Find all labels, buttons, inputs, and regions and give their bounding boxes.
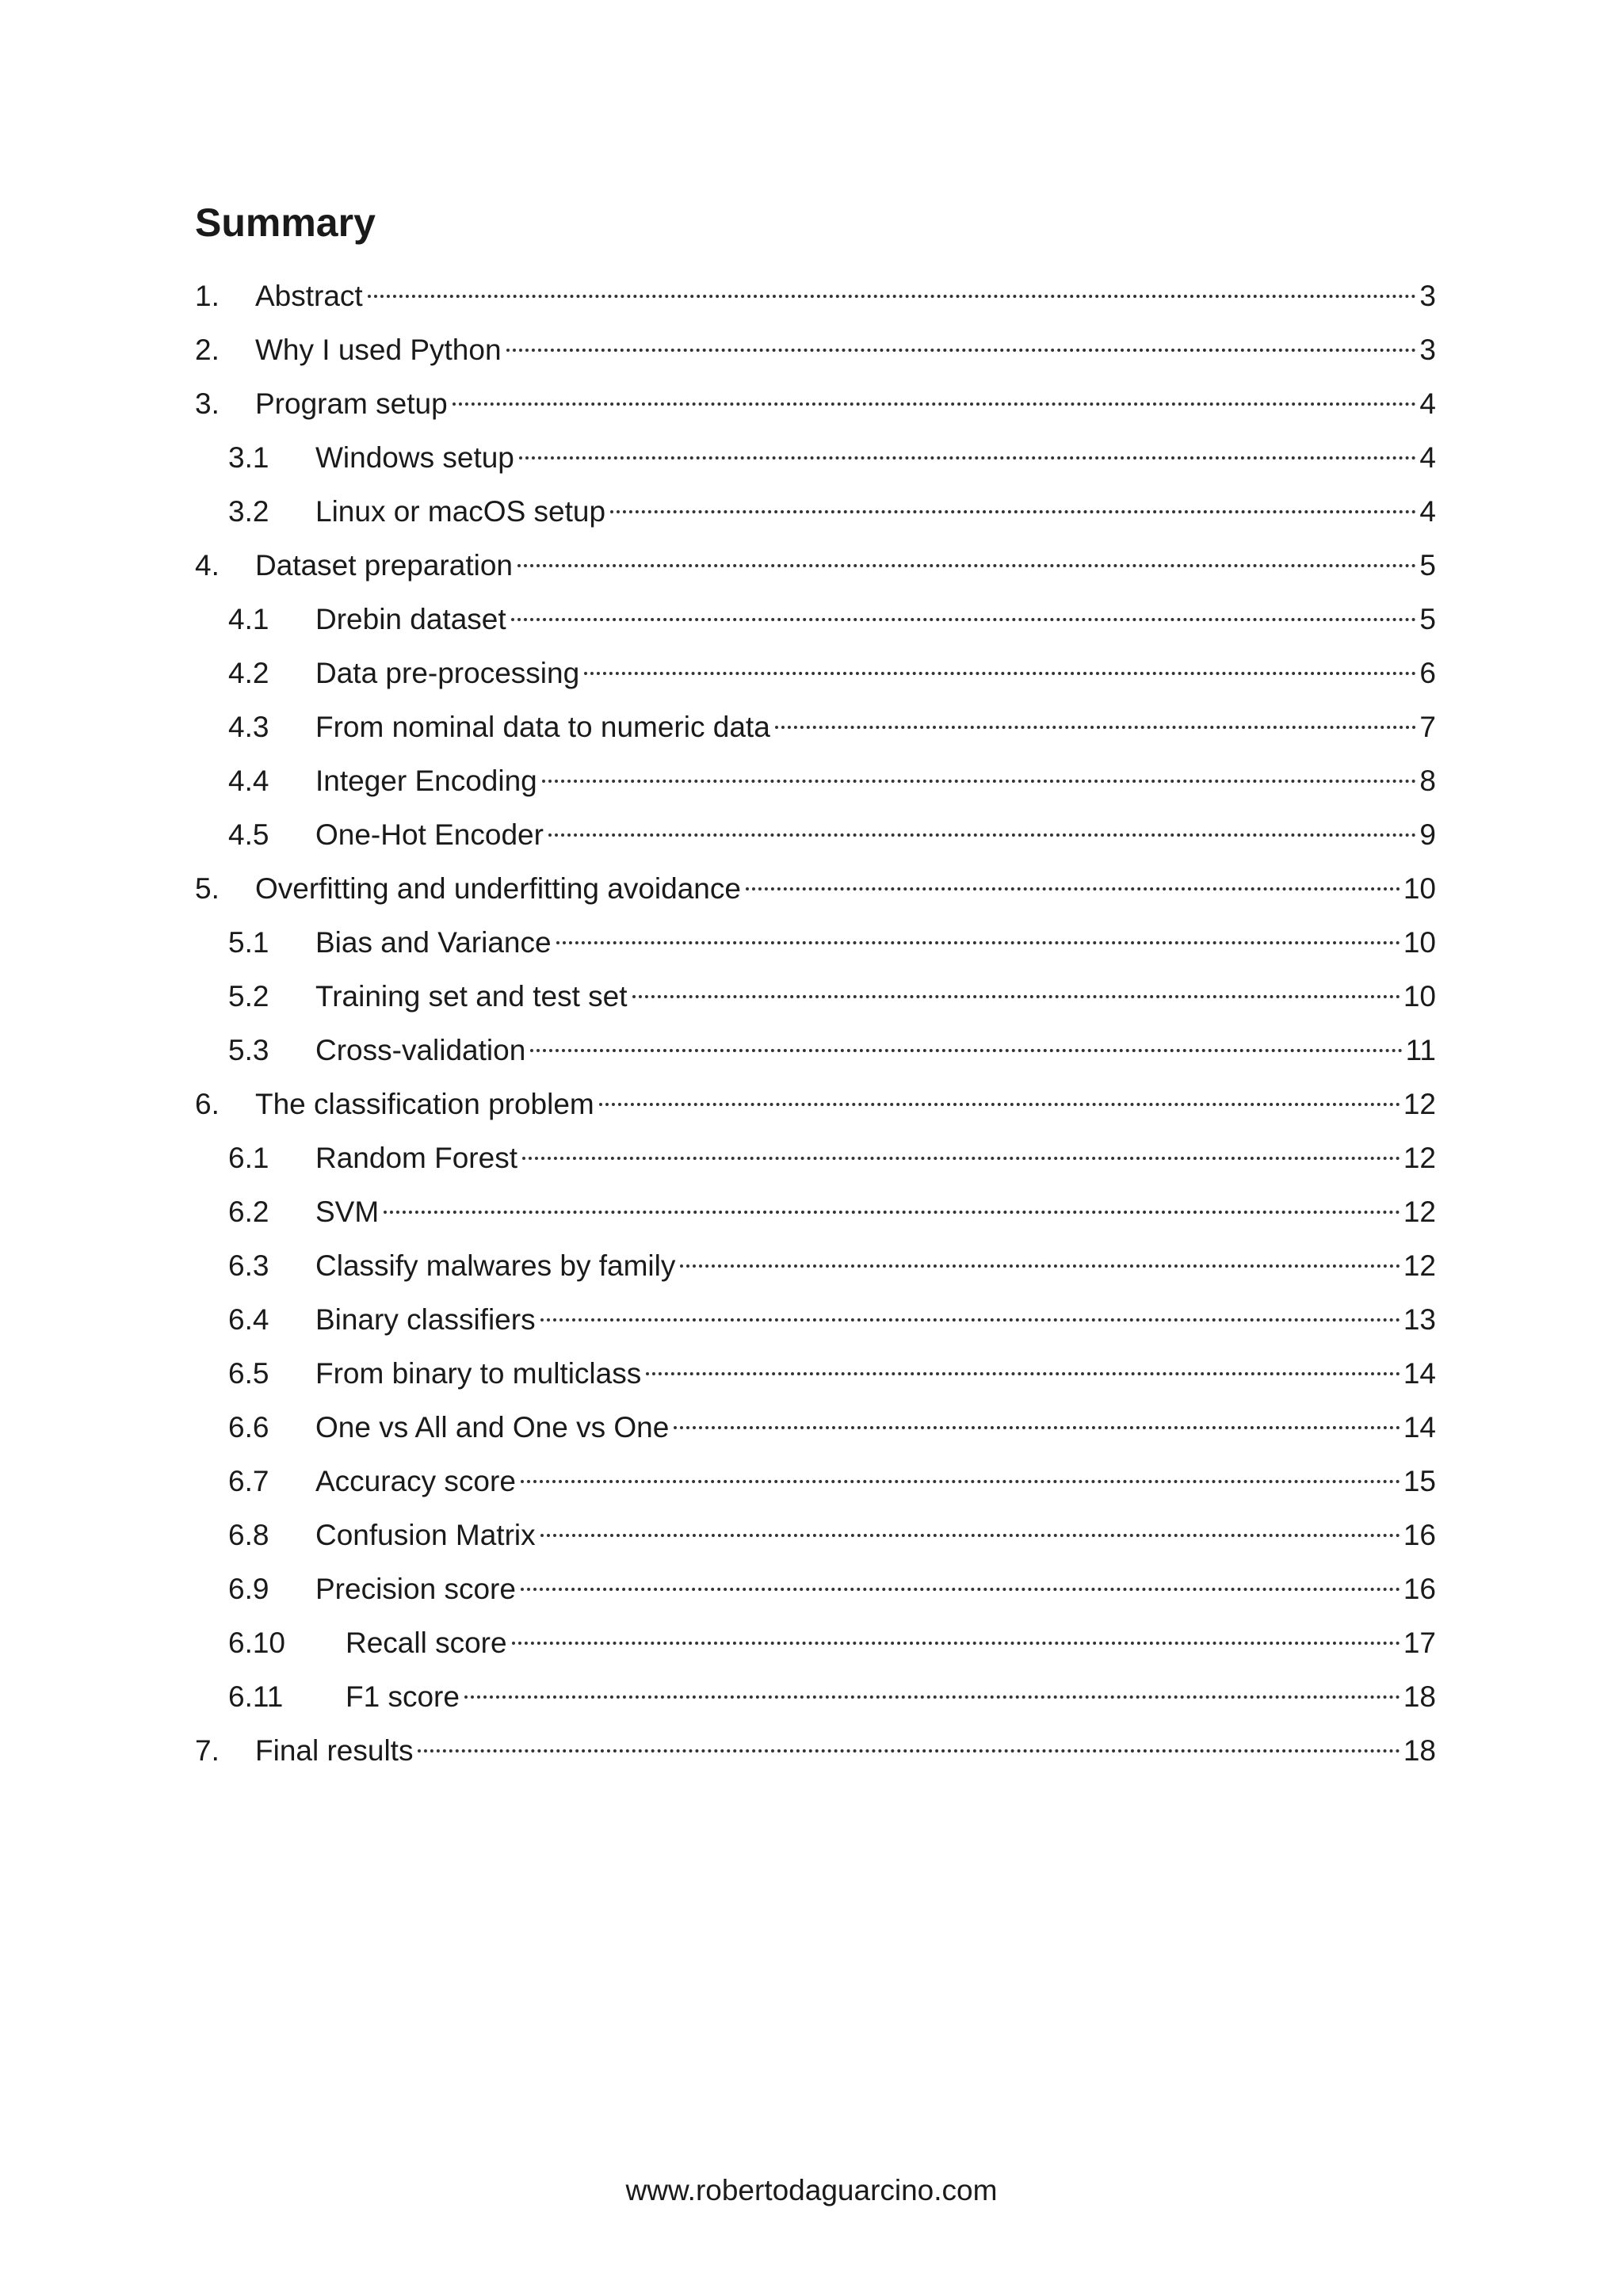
toc-dot-leader (384, 1211, 1400, 1214)
toc-dot-leader (453, 402, 1417, 406)
toc-entry-page-number: 16 (1403, 1573, 1436, 1605)
toc-dot-leader (584, 672, 1416, 675)
toc-entry-number: 3.1 (228, 441, 269, 474)
toc-entry[interactable] (195, 862, 1436, 916)
toc-entry-page-number: 4 (1419, 441, 1436, 474)
toc-entry[interactable] (195, 1131, 1436, 1185)
toc-entry-number: 4. (195, 549, 220, 582)
toc-entry-number: 6.3 (228, 1249, 269, 1282)
toc-entry-label: From nominal data to numeric data (315, 711, 770, 743)
toc-entry-label: One vs All and One vs One (315, 1411, 670, 1444)
toc-entry-line (315, 1239, 1436, 1293)
toc-entry[interactable] (195, 754, 1436, 808)
toc-entry-page-number: 12 (1403, 1088, 1436, 1120)
toc-entry-line (315, 1401, 1436, 1455)
toc-entry-line (315, 431, 1436, 485)
toc-entry-number: 6.10 (228, 1627, 286, 1659)
toc-entry[interactable] (195, 485, 1436, 539)
toc-entry-number: 4.2 (228, 657, 269, 689)
toc-entry-label: F1 score (346, 1680, 460, 1713)
toc-entry-page-number: 3 (1419, 280, 1436, 312)
toc-entry-page-number: 13 (1403, 1303, 1436, 1336)
toc-entry-page-number: 15 (1403, 1465, 1436, 1497)
toc-entry[interactable] (195, 1455, 1436, 1508)
toc-entry-label: Windows setup (315, 441, 514, 474)
toc-entry-line (315, 1293, 1436, 1347)
toc-dot-leader (511, 618, 1417, 621)
toc-entry-line (346, 1670, 1436, 1724)
toc-entry-page-number: 16 (1403, 1519, 1436, 1551)
toc-entry[interactable] (195, 646, 1436, 700)
toc-entry-number: 6.1 (228, 1142, 269, 1174)
toc-dot-leader (775, 726, 1417, 729)
toc-entry-number: 6.7 (228, 1465, 269, 1497)
toc-entry-page-number: 12 (1403, 1196, 1436, 1228)
toc-entry-number: 6.8 (228, 1519, 269, 1551)
toc-entry-page-number: 10 (1403, 926, 1436, 959)
toc-entry-line (315, 808, 1436, 862)
toc-entry-line (315, 1455, 1436, 1508)
toc-entry-number: 4.3 (228, 711, 269, 743)
toc-entry-number: 3.2 (228, 495, 269, 528)
toc-entry-number: 6.5 (228, 1357, 269, 1390)
toc-dot-leader (646, 1372, 1400, 1375)
toc-entry-page-number: 4 (1419, 387, 1436, 420)
toc-entry-number: 6.4 (228, 1303, 269, 1336)
toc-entry-label: Final results (255, 1734, 414, 1767)
toc-entry-line (315, 970, 1436, 1024)
toc-dot-leader (542, 780, 1417, 783)
toc-entry[interactable] (195, 1508, 1436, 1562)
toc-entry-page-number: 12 (1403, 1249, 1436, 1282)
toc-entry-line (315, 754, 1436, 808)
toc-dot-leader (530, 1049, 1402, 1052)
toc-entry-line (255, 377, 1436, 431)
toc-entry-number: 6.9 (228, 1573, 269, 1605)
toc-entry-label: Precision score (315, 1573, 516, 1605)
toc-entry-page-number: 18 (1403, 1734, 1436, 1767)
toc-entry-page-number: 9 (1419, 818, 1436, 851)
toc-entry-label: Drebin dataset (315, 603, 506, 635)
toc-entry-label: Linux or macOS setup (315, 495, 606, 528)
toc-entry-page-number: 17 (1403, 1627, 1436, 1659)
toc-entry-line (315, 700, 1436, 754)
toc-entry-page-number: 3 (1419, 334, 1436, 366)
toc-dot-leader (632, 995, 1400, 998)
toc-entry-page-number: 5 (1419, 603, 1436, 635)
toc-entry-page-number: 18 (1403, 1680, 1436, 1713)
toc-entry[interactable] (195, 1562, 1436, 1616)
toc-entry-label: Why I used Python (255, 334, 502, 366)
toc-dot-leader (506, 349, 1417, 352)
toc-entry-line (315, 485, 1436, 539)
toc-entry-label: Classify malwares by family (315, 1249, 676, 1282)
toc-entry-label: Overfitting and underfitting avoidance (255, 872, 741, 905)
toc-entry[interactable] (195, 1401, 1436, 1455)
toc-entry-line (315, 646, 1436, 700)
toc-entry-page-number: 5 (1419, 549, 1436, 582)
toc-dot-leader (540, 1534, 1400, 1537)
toc-entry-number: 6.2 (228, 1196, 269, 1228)
toc-entry[interactable] (195, 593, 1436, 646)
toc-entry-line (255, 1077, 1436, 1131)
toc-entry-line (315, 1347, 1436, 1401)
toc-entry-number: 5.2 (228, 980, 269, 1013)
toc-entry[interactable] (195, 1616, 1436, 1670)
toc-entry-label: Dataset preparation (255, 549, 513, 582)
toc-entry-page-number: 12 (1403, 1142, 1436, 1174)
toc-entry-line (346, 1616, 1436, 1670)
toc-dot-leader (521, 1480, 1400, 1483)
toc-entry-page-number: 7 (1419, 711, 1436, 743)
toc-entry-number: 6. (195, 1088, 220, 1120)
toc-entry[interactable] (195, 431, 1436, 485)
toc-dot-leader (599, 1103, 1400, 1106)
toc-entry-label: Binary classifiers (315, 1303, 536, 1336)
toc-entry-number: 4.1 (228, 603, 269, 635)
toc-entry[interactable] (195, 1239, 1436, 1293)
toc-entry-line (255, 323, 1436, 377)
toc-entry[interactable] (195, 269, 1436, 323)
toc-entry-label: From binary to multiclass (315, 1357, 642, 1390)
toc-dot-leader (464, 1695, 1400, 1699)
toc-entry-number: 3. (195, 387, 220, 420)
toc-entry[interactable] (195, 1185, 1436, 1239)
toc-entry-number: 1. (195, 280, 220, 312)
toc-entry-page-number: 10 (1403, 872, 1436, 905)
page-title: Summary (195, 200, 376, 245)
toc-entry-number: 6.11 (228, 1680, 284, 1713)
toc-entry-label: The classification problem (255, 1088, 594, 1120)
toc-entry[interactable] (195, 1024, 1436, 1077)
toc-dot-leader (540, 1318, 1400, 1322)
toc-dot-leader (512, 1642, 1400, 1645)
toc-entry-line (315, 1024, 1436, 1077)
toc-entry[interactable] (195, 700, 1436, 754)
toc-entry-label: One-Hot Encoder (315, 818, 544, 851)
toc-entry-line (315, 1131, 1436, 1185)
toc-entry-line (315, 1562, 1436, 1616)
toc-entry[interactable] (195, 916, 1436, 970)
toc-entry-page-number: 10 (1403, 980, 1436, 1013)
toc-entry-number: 4.5 (228, 818, 269, 851)
toc-entry[interactable] (195, 323, 1436, 377)
toc-entry-page-number: 6 (1419, 657, 1436, 689)
toc-entry-label: Training set and test set (315, 980, 628, 1013)
toc-entry-line (315, 1508, 1436, 1562)
toc-dot-leader (418, 1749, 1400, 1753)
toc-dot-leader (522, 1157, 1400, 1160)
toc-entry[interactable] (195, 1670, 1436, 1724)
toc-dot-leader (674, 1426, 1400, 1429)
toc-entry-line (255, 269, 1436, 323)
toc-entry-number: 5.3 (228, 1034, 269, 1066)
toc-entry-line (315, 1185, 1436, 1239)
toc-dot-leader (517, 564, 1416, 567)
toc-dot-leader (556, 941, 1400, 944)
toc-entry[interactable] (195, 808, 1436, 862)
toc-entry-number: 5.1 (228, 926, 269, 959)
toc-dot-leader (368, 295, 1417, 298)
toc-entry-label: Cross-validation (315, 1034, 526, 1066)
toc-entry[interactable] (195, 970, 1436, 1024)
toc-entry-label: Integer Encoding (315, 765, 537, 797)
toc-entry-label: Bias and Variance (315, 926, 552, 959)
toc-entry-number: 2. (195, 334, 220, 366)
toc-entry-line (255, 539, 1436, 593)
toc-entry-label: Data pre-processing (315, 657, 580, 689)
table-of-contents (195, 269, 1436, 1778)
toc-entry-label: Random Forest (315, 1142, 517, 1174)
toc-entry[interactable] (195, 1293, 1436, 1347)
toc-entry[interactable] (195, 1347, 1436, 1401)
toc-dot-leader (610, 510, 1416, 513)
toc-entry[interactable] (195, 1724, 1436, 1778)
toc-entry[interactable] (195, 539, 1436, 593)
toc-entry-number: 5. (195, 872, 220, 905)
toc-entry[interactable] (195, 377, 1436, 431)
toc-entry-number: 6.6 (228, 1411, 269, 1444)
footer-website[interactable]: www.robertodaguarcino.com (625, 2174, 998, 2206)
toc-entry-line (255, 1724, 1436, 1778)
toc-entry-label: Abstract (255, 280, 363, 312)
toc-dot-leader (746, 887, 1400, 891)
toc-entry-number: 7. (195, 1734, 220, 1767)
toc-entry-page-number: 14 (1403, 1411, 1436, 1444)
toc-dot-leader (519, 456, 1417, 460)
toc-entry-page-number: 11 (1405, 1034, 1436, 1066)
toc-entry-label: Confusion Matrix (315, 1519, 536, 1551)
toc-entry-label: SVM (315, 1196, 380, 1228)
toc-entry-line (255, 862, 1436, 916)
toc-dot-leader (521, 1588, 1400, 1591)
toc-entry-label: Recall score (346, 1627, 507, 1659)
toc-dot-leader (680, 1264, 1400, 1268)
toc-entry-number: 4.4 (228, 765, 269, 797)
toc-entry-label: Accuracy score (315, 1465, 516, 1497)
toc-entry-line (315, 916, 1436, 970)
toc-entry-page-number: 14 (1403, 1357, 1436, 1390)
toc-entry[interactable] (195, 1077, 1436, 1131)
toc-dot-leader (548, 833, 1416, 837)
toc-entry-page-number: 8 (1419, 765, 1436, 797)
toc-entry-page-number: 4 (1419, 495, 1436, 528)
toc-entry-label: Program setup (255, 387, 448, 420)
toc-entry-line (315, 593, 1436, 646)
